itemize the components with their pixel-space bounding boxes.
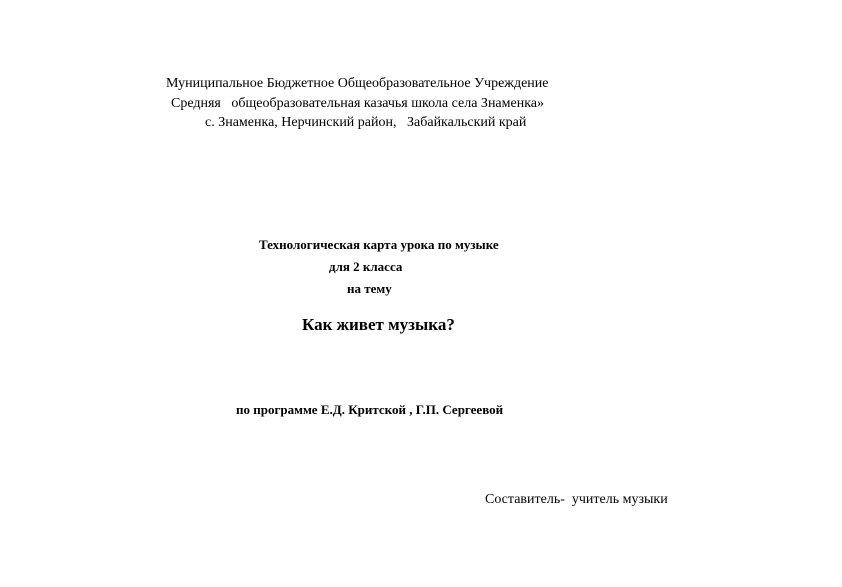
author-line: Составитель- учитель музыки <box>485 492 668 507</box>
topic-intro: на тему <box>347 281 392 296</box>
document-title: Технологическая карта урока по музыке <box>259 237 499 252</box>
school-address: с. Знаменка, Нерчинский район, Забайкальский край <box>205 115 527 130</box>
school-name-line-2: Средняя общеобразовательная казачья школа села Знаменка» <box>171 96 545 111</box>
grade-line: для 2 класса <box>329 259 403 274</box>
school-name-line-1: Муниципальное Бюджетное Общеобразовательное Учреждение <box>166 76 549 91</box>
lesson-topic: Как живет музыка? <box>302 315 455 334</box>
program-line: по программе Е.Д. Критской , Г.П. Сергеевой <box>236 402 504 417</box>
